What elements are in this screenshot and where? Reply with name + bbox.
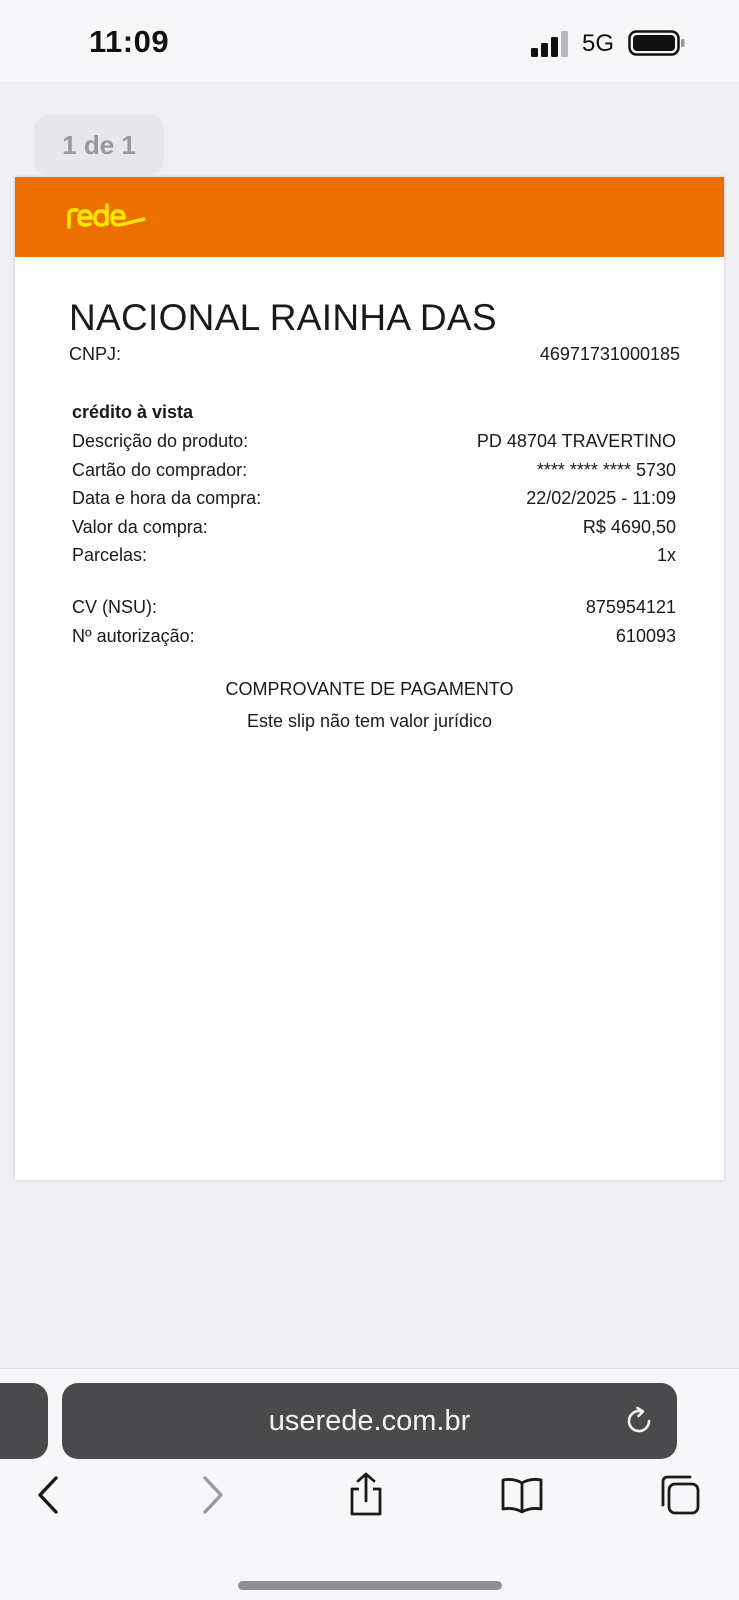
detail-label: Data e hora da compra:	[72, 488, 262, 508]
detail-value: **** **** **** 5730	[536, 460, 676, 480]
payment-type: crédito à vista	[72, 402, 194, 422]
browser-bottom-bar	[0, 1368, 739, 1600]
detail-value: 22/02/2025 - 11:09	[526, 488, 676, 508]
cellular-signal-icon	[531, 31, 571, 57]
detail-row-card	[72, 460, 676, 486]
cnpj-label: CNPJ:	[69, 344, 122, 364]
transaction-row-nsu	[72, 597, 676, 623]
detail-value: PD 48704 TRAVERTINO	[476, 431, 676, 451]
bookmarks-book-icon[interactable]	[499, 1472, 545, 1518]
detail-row-product	[72, 431, 676, 457]
detail-label: Valor da compra:	[72, 517, 208, 537]
transaction-row-authorization	[72, 626, 676, 652]
network-type-label: 5G	[582, 30, 615, 57]
page-indicator: 1 de 1	[34, 115, 164, 175]
cnpj-value: 46971731000185	[539, 344, 680, 364]
reload-icon[interactable]	[623, 1405, 655, 1437]
receipt-footer-title: COMPROVANTE DE PAGAMENTO	[225, 679, 514, 699]
battery-icon	[628, 30, 686, 56]
status-bar	[0, 0, 739, 81]
url-text[interactable]: userede.com.br	[268, 1404, 471, 1437]
detail-row-installments	[72, 545, 676, 571]
receipt-header	[15, 177, 724, 257]
receipt-document	[15, 177, 724, 1180]
detail-value: R$ 4690,50	[582, 517, 676, 537]
transaction-label: Nº autorização:	[72, 626, 195, 646]
transaction-value: 610093	[615, 626, 676, 646]
transaction-value: 875954121	[585, 597, 676, 617]
transaction-label: CV (NSU):	[72, 597, 157, 617]
back-arrow-icon[interactable]	[27, 1472, 73, 1518]
rede-logo	[66, 201, 146, 231]
detail-row-amount	[72, 517, 676, 543]
receipt-footer-note: Este slip não tem valor jurídico	[246, 711, 493, 731]
home-indicator	[238, 1581, 502, 1590]
detail-row-datetime	[72, 488, 676, 514]
cnpj-row	[69, 344, 680, 370]
merchant-name: NACIONAL RAINHA DAS	[69, 297, 497, 338]
forward-arrow-icon[interactable]	[188, 1472, 234, 1518]
status-time: 11:09	[89, 24, 170, 59]
address-bar[interactable]	[62, 1383, 677, 1459]
detail-label: Parcelas:	[72, 545, 148, 565]
detail-label: Cartão do comprador:	[72, 460, 248, 480]
tabs-icon[interactable]	[657, 1472, 703, 1518]
detail-label: Descrição do produto:	[72, 431, 249, 451]
share-icon[interactable]	[343, 1472, 389, 1518]
detail-value: 1x	[656, 545, 676, 565]
previous-tab-preview[interactable]	[0, 1383, 48, 1459]
